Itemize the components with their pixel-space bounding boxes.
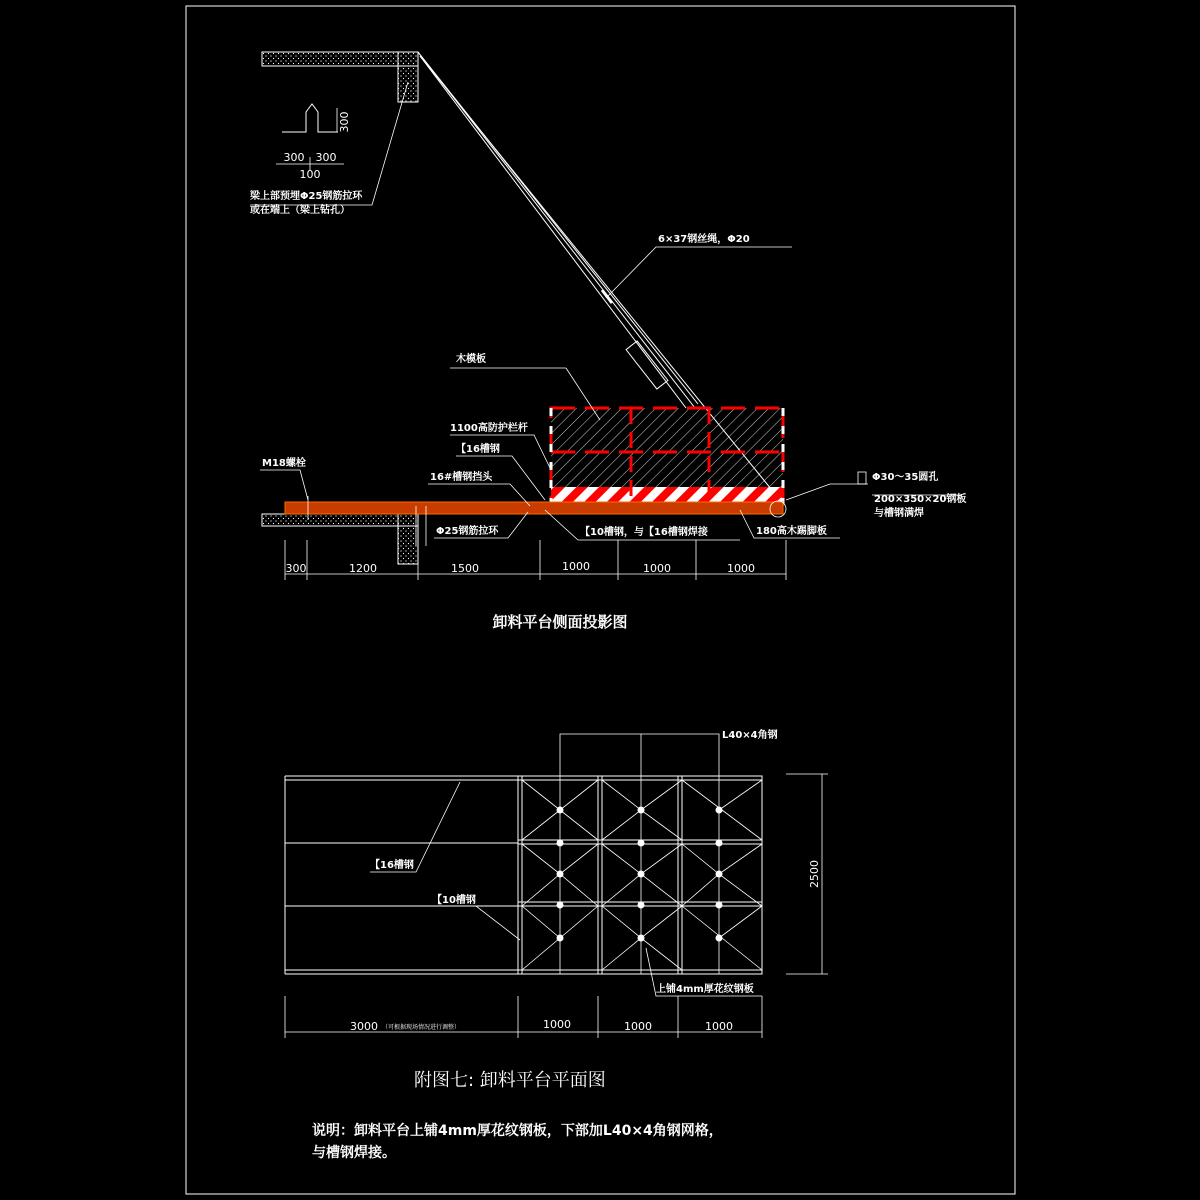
dim-plan-1000b: 1000 [624, 1020, 652, 1033]
label-channel16: 【16槽钢 [456, 444, 500, 455]
detail-dim-w3: 100 [299, 168, 321, 181]
detail-dim-w1: 300 [283, 151, 305, 164]
label-wood-board: 木模板 [456, 354, 486, 365]
upper-slab [262, 52, 418, 102]
dim-1000a: 1000 [562, 560, 590, 573]
label-plate: 200×350×20钢板 [874, 494, 967, 505]
dim-3000: 3000 [350, 1020, 378, 1033]
dim-1200: 1200 [349, 562, 377, 575]
dim-1000c: 1000 [727, 562, 755, 575]
plan-view-title: 附图七: 卸料平台平面图 [414, 1070, 606, 1091]
dim-plan-1000a: 1000 [543, 1018, 571, 1031]
label-angle: L40×4角钢 [722, 730, 778, 741]
ring-detail [276, 104, 351, 181]
side-dimension-line [285, 540, 786, 580]
note-line-2: 与槽钢焊接。 [312, 1145, 396, 1161]
label-stopper: 16#槽钢挡头 [430, 472, 493, 483]
dim-3000-note: （可根据现场情况进行调整） [382, 1024, 461, 1031]
label-wire-rope: 6×37钢丝绳，Φ20 [658, 234, 750, 245]
label-toe-board: 180高木踢脚板 [756, 526, 827, 537]
drawing-frame [186, 6, 1015, 1194]
plan-dimension-line [285, 996, 762, 1038]
angle-steel-grid [518, 776, 762, 974]
label-plan-channel10: 【10槽钢 [432, 895, 476, 906]
dim-300: 300 [285, 562, 307, 575]
label-beam-ring-2: 或在端上（梁上钻孔） [250, 205, 350, 216]
label-plan-plate: 上铺4mm厚花纹钢板 [656, 984, 754, 995]
guardrail-panel [551, 408, 783, 504]
side-view-title: 卸料平台侧面投影图 [492, 613, 628, 631]
label-plan-channel16: 【16槽钢 [370, 860, 414, 871]
detail-dim-h: 300 [338, 111, 351, 133]
label-plate-weld: 与槽钢满焊 [874, 508, 924, 519]
dim-2500: 2500 [808, 860, 821, 888]
label-hole: Φ30～35圆孔 [872, 472, 939, 483]
label-bolt: M18螺栓 [262, 458, 306, 469]
main-channel-beam [285, 502, 783, 514]
dim-1000b: 1000 [643, 562, 671, 575]
label-channel10: 【10槽钢，与【16槽钢焊接 [580, 527, 708, 538]
note-line-1: 说明：卸料平台上铺4mm厚花纹钢板，下部加L40×4角钢网格， [312, 1123, 723, 1139]
dim-plan-1000c: 1000 [705, 1020, 733, 1033]
label-ring25: Φ25钢筋拉环 [436, 526, 499, 537]
detail-dim-w2: 300 [315, 151, 337, 164]
dim-1500: 1500 [451, 562, 479, 575]
plan-view [285, 728, 828, 1091]
label-guardrail: 1100高防护栏杆 [450, 423, 528, 434]
side-view [250, 52, 966, 631]
label-beam-ring-1: 梁上部预埋Φ25钢筋拉环 [250, 191, 363, 202]
